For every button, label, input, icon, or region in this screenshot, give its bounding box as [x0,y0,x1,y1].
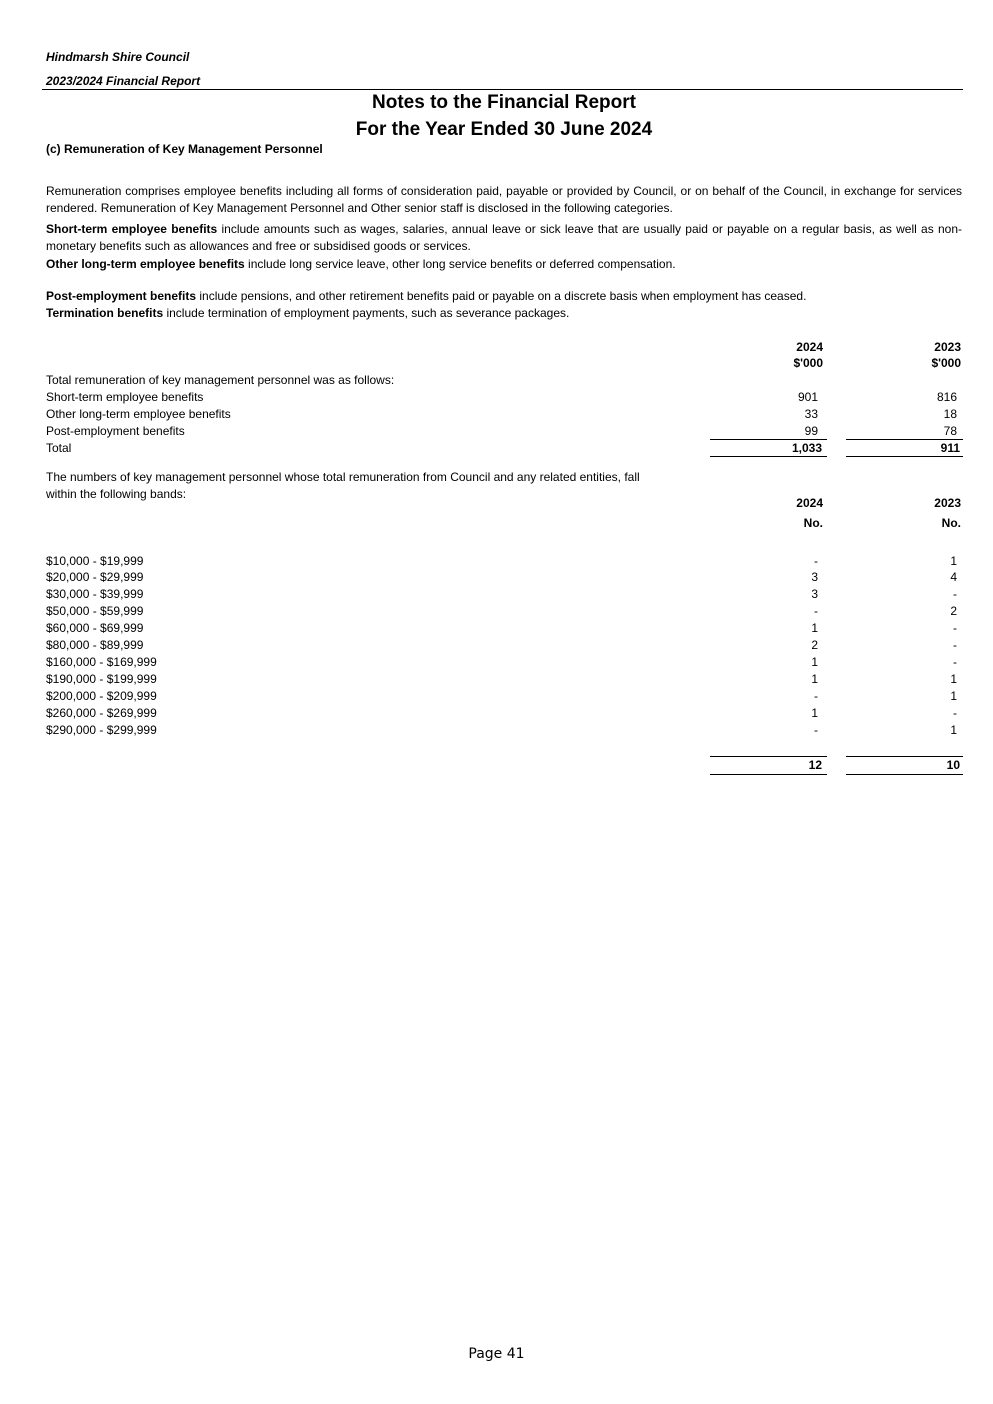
value-2024: 901 [797,390,818,404]
termination-term: Termination benefits [46,306,164,320]
band-2024: 1 [811,621,818,635]
band-2024: - [814,723,818,737]
bands-unit-2023-header: No. [941,516,961,530]
band-2023: 1 [950,672,957,686]
remuneration-caption-text: Total remuneration of key management personnel was as follows: [46,373,395,387]
post-employment-paragraph [46,288,962,305]
long-term-term: Other long-term employee benefits [46,257,245,271]
row-label: Other long-term employee benefits [46,407,231,421]
band-label: $20,000 - $29,999 [46,570,144,584]
row-label: Short-term employee benefits [46,390,204,404]
band-label: $160,000 - $169,999 [46,655,157,669]
report-name: 2023/2024 Financial Report [46,74,201,88]
band-row [46,655,963,672]
remuneration-caption [46,373,963,390]
band-2023: 1 [950,689,957,703]
bands-total-row [46,758,963,775]
bands-caption: The numbers of key management personnel whose total remuneration from Council and any related entities, fall within the following bands: [46,470,640,501]
band-label: $190,000 - $199,999 [46,672,157,686]
band-row [46,689,963,706]
band-label: $10,000 - $19,999 [46,554,144,568]
value-2024: 99 [804,424,818,438]
post-employment-term: Post-employment benefits [46,289,197,303]
page-number: Page 41 [468,1346,525,1362]
band-2024: 1 [811,655,818,669]
band-2024: 1 [811,672,818,686]
band-2023: 1 [950,554,957,568]
bands-total-2023: 10 [946,758,960,772]
bands-total-rule-2023 [846,774,963,775]
band-2024: - [814,604,818,618]
year-2023-header: 2023 [934,340,961,354]
value-2024: 33 [804,407,818,421]
short-term-term: Short-term employee benefits [46,222,218,236]
band-row [46,587,963,604]
band-label: $50,000 - $59,999 [46,604,144,618]
band-2023: 4 [950,570,957,584]
subtotal-rule-2024 [710,439,827,440]
termination-paragraph [46,305,962,322]
band-2023: - [953,706,957,720]
termination-text: include termination of employment payments, such as severance packages. [163,306,570,320]
total-2024: 1,033 [791,441,822,455]
bands-year-2024-header: 2024 [796,496,823,510]
band-2024: 2 [811,638,818,652]
remuneration-unit-header [46,356,963,373]
row-label: Post-employment benefits [46,424,185,438]
band-2024: 3 [811,570,818,584]
bands-total-rule-2024 [710,774,827,775]
band-2023: - [953,621,957,635]
unit-2023-header: $'000 [931,356,961,370]
band-2023: - [953,655,957,669]
value-2023: 18 [943,407,957,421]
bands-unit-2024-header: No. [803,516,823,530]
header-rule [42,89,963,90]
band-2024: - [814,554,818,568]
band-row [46,706,963,723]
value-2023: 816 [936,390,957,404]
band-2023: 1 [950,723,957,737]
intro-paragraph: Remuneration comprises employee benefits including all forms of consideration paid, payable or provided by Council, or on behalf of the Council, in exchange for services rendered. Remuneration of Key Management Personnel and Other senior staff is disclosed in the following categories. [46,184,962,215]
band-2023: - [953,638,957,652]
band-row [46,604,963,621]
total-rule-2024 [710,456,827,457]
bands-subtotal-rule-2023 [846,756,963,757]
band-row [46,570,963,587]
bands-unit-header [46,516,963,533]
band-2024: 3 [811,587,818,601]
band-label: $60,000 - $69,999 [46,621,144,635]
band-row [46,672,963,689]
bands-total-2024: 12 [808,758,822,772]
value-2023: 78 [943,424,957,438]
band-row [46,554,963,571]
band-label: $80,000 - $89,999 [46,638,144,652]
table-row [46,390,963,407]
subtotal-rule-2023 [846,439,963,440]
unit-2024-header: $'000 [793,356,823,370]
band-label: $30,000 - $39,999 [46,587,144,601]
remuneration-year-header [46,340,963,357]
year-2024-header: 2024 [796,340,823,354]
bands-year-2023-header: 2023 [934,496,961,510]
post-employment-text: include pensions, and other retirement benefits paid or payable on a discrete basis when employment has ceased. [196,289,807,303]
long-term-text: include long service leave, other long service benefits or deferred compensation. [244,257,676,271]
table-row [46,407,963,424]
section-heading: (c) Remuneration of Key Management Personnel [46,142,323,156]
page-subtitle: For the Year Ended 30 June 2024 [355,119,653,140]
band-2023: - [953,587,957,601]
band-label: $290,000 - $299,999 [46,723,157,737]
band-2024: 1 [811,706,818,720]
short-term-paragraph [46,221,962,255]
page-title: Notes to the Financial Report [372,92,636,113]
total-rule-2023 [846,456,963,457]
band-label: $200,000 - $209,999 [46,689,157,703]
bands-subtotal-rule-2024 [710,756,827,757]
band-row [46,621,963,638]
band-label: $260,000 - $269,999 [46,706,157,720]
short-term-text: include amounts such as wages, salaries, annual leave or sick leave that are usually paid or payable on a regular basis, as well as non-monetary benefits such as allowances and free or subsidised goods or services. [46,222,962,253]
council-name: Hindmarsh Shire Council [46,50,190,64]
total-2023: 911 [940,441,960,455]
bands-year-header [46,496,963,513]
long-term-paragraph [46,256,962,273]
band-2023: 2 [950,604,957,618]
band-2024: - [814,689,818,703]
band-row [46,638,963,655]
total-label: Total [46,441,72,455]
band-row [46,723,963,740]
